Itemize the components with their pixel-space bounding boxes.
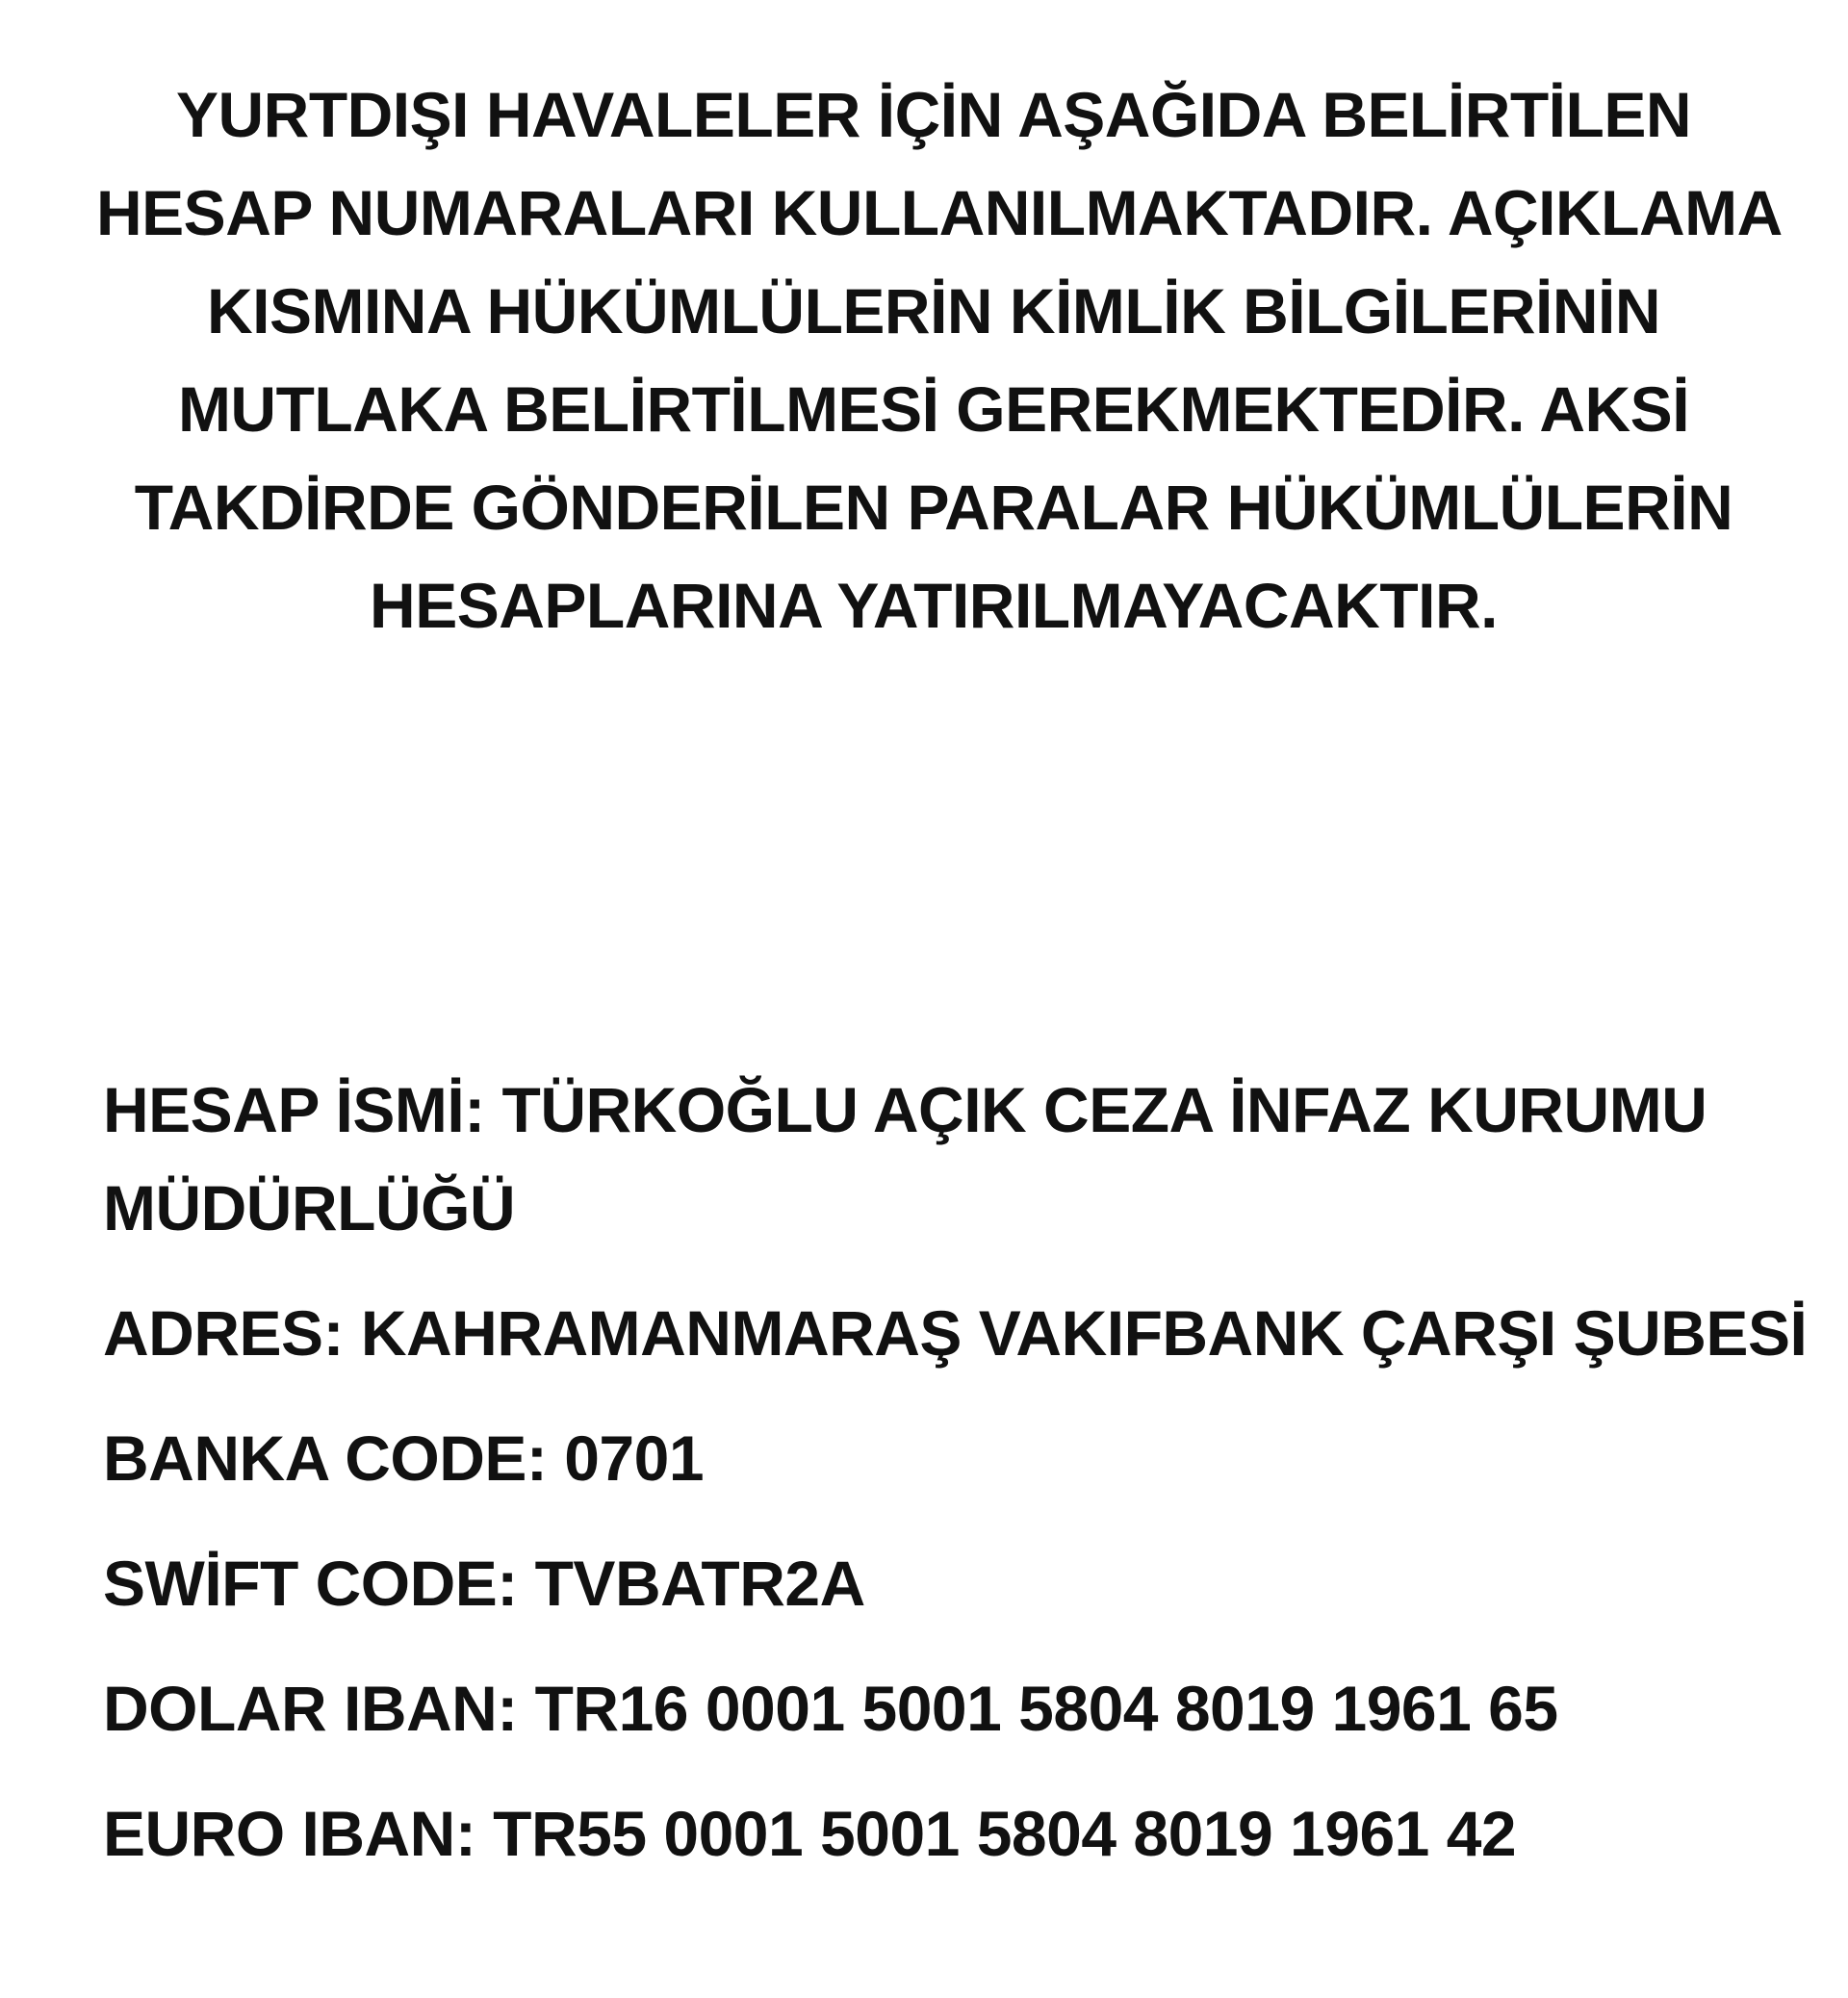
account-details — [103, 1061, 1808, 1883]
notice-line: YURTDIŞI HAVALELER İÇİN AŞAĞIDA BELİRTİLEN — [175, 79, 1692, 150]
notice-line: TAKDİRDE GÖNDERİLEN PARALAR HÜKÜMLÜLERİN — [134, 472, 1733, 543]
account-name-line-1: HESAP İSMİ: TÜRKOĞLU AÇIK CEZA İNFAZ KURUMU — [103, 1074, 1707, 1145]
euro-iban: EURO IBAN: TR55 0001 5001 5804 8019 1961 42 — [103, 1798, 1517, 1869]
swift-code: SWİFT CODE: TVBATR2A — [103, 1548, 865, 1619]
account-name-line-2: MÜDÜRLÜĞÜ — [103, 1172, 516, 1243]
dollar-iban: DOLAR IBAN: TR16 0001 5001 5804 8019 1961 65 — [103, 1673, 1558, 1744]
notice-line: HESAP NUMARALARI KULLANILMAKTADIR. AÇIKLAMA — [96, 177, 1783, 248]
notice-line: MUTLAKA BELİRTİLMESİ GEREKMEKTEDİR. AKSİ — [177, 373, 1690, 445]
notice-line: KISMINA HÜKÜMLÜLERİN KİMLİK BİLGİLERİNİN — [206, 275, 1661, 346]
notice-paragraph — [96, 65, 1783, 654]
account-address: ADRES: KAHRAMANMARAŞ VAKIFBANK ÇARŞI ŞUBESİ — [103, 1297, 1808, 1369]
bank-code: BANKA CODE: 0701 — [103, 1422, 705, 1494]
notice-line: HESAPLARINA YATIRILMAYACAKTIR. — [370, 570, 1498, 641]
